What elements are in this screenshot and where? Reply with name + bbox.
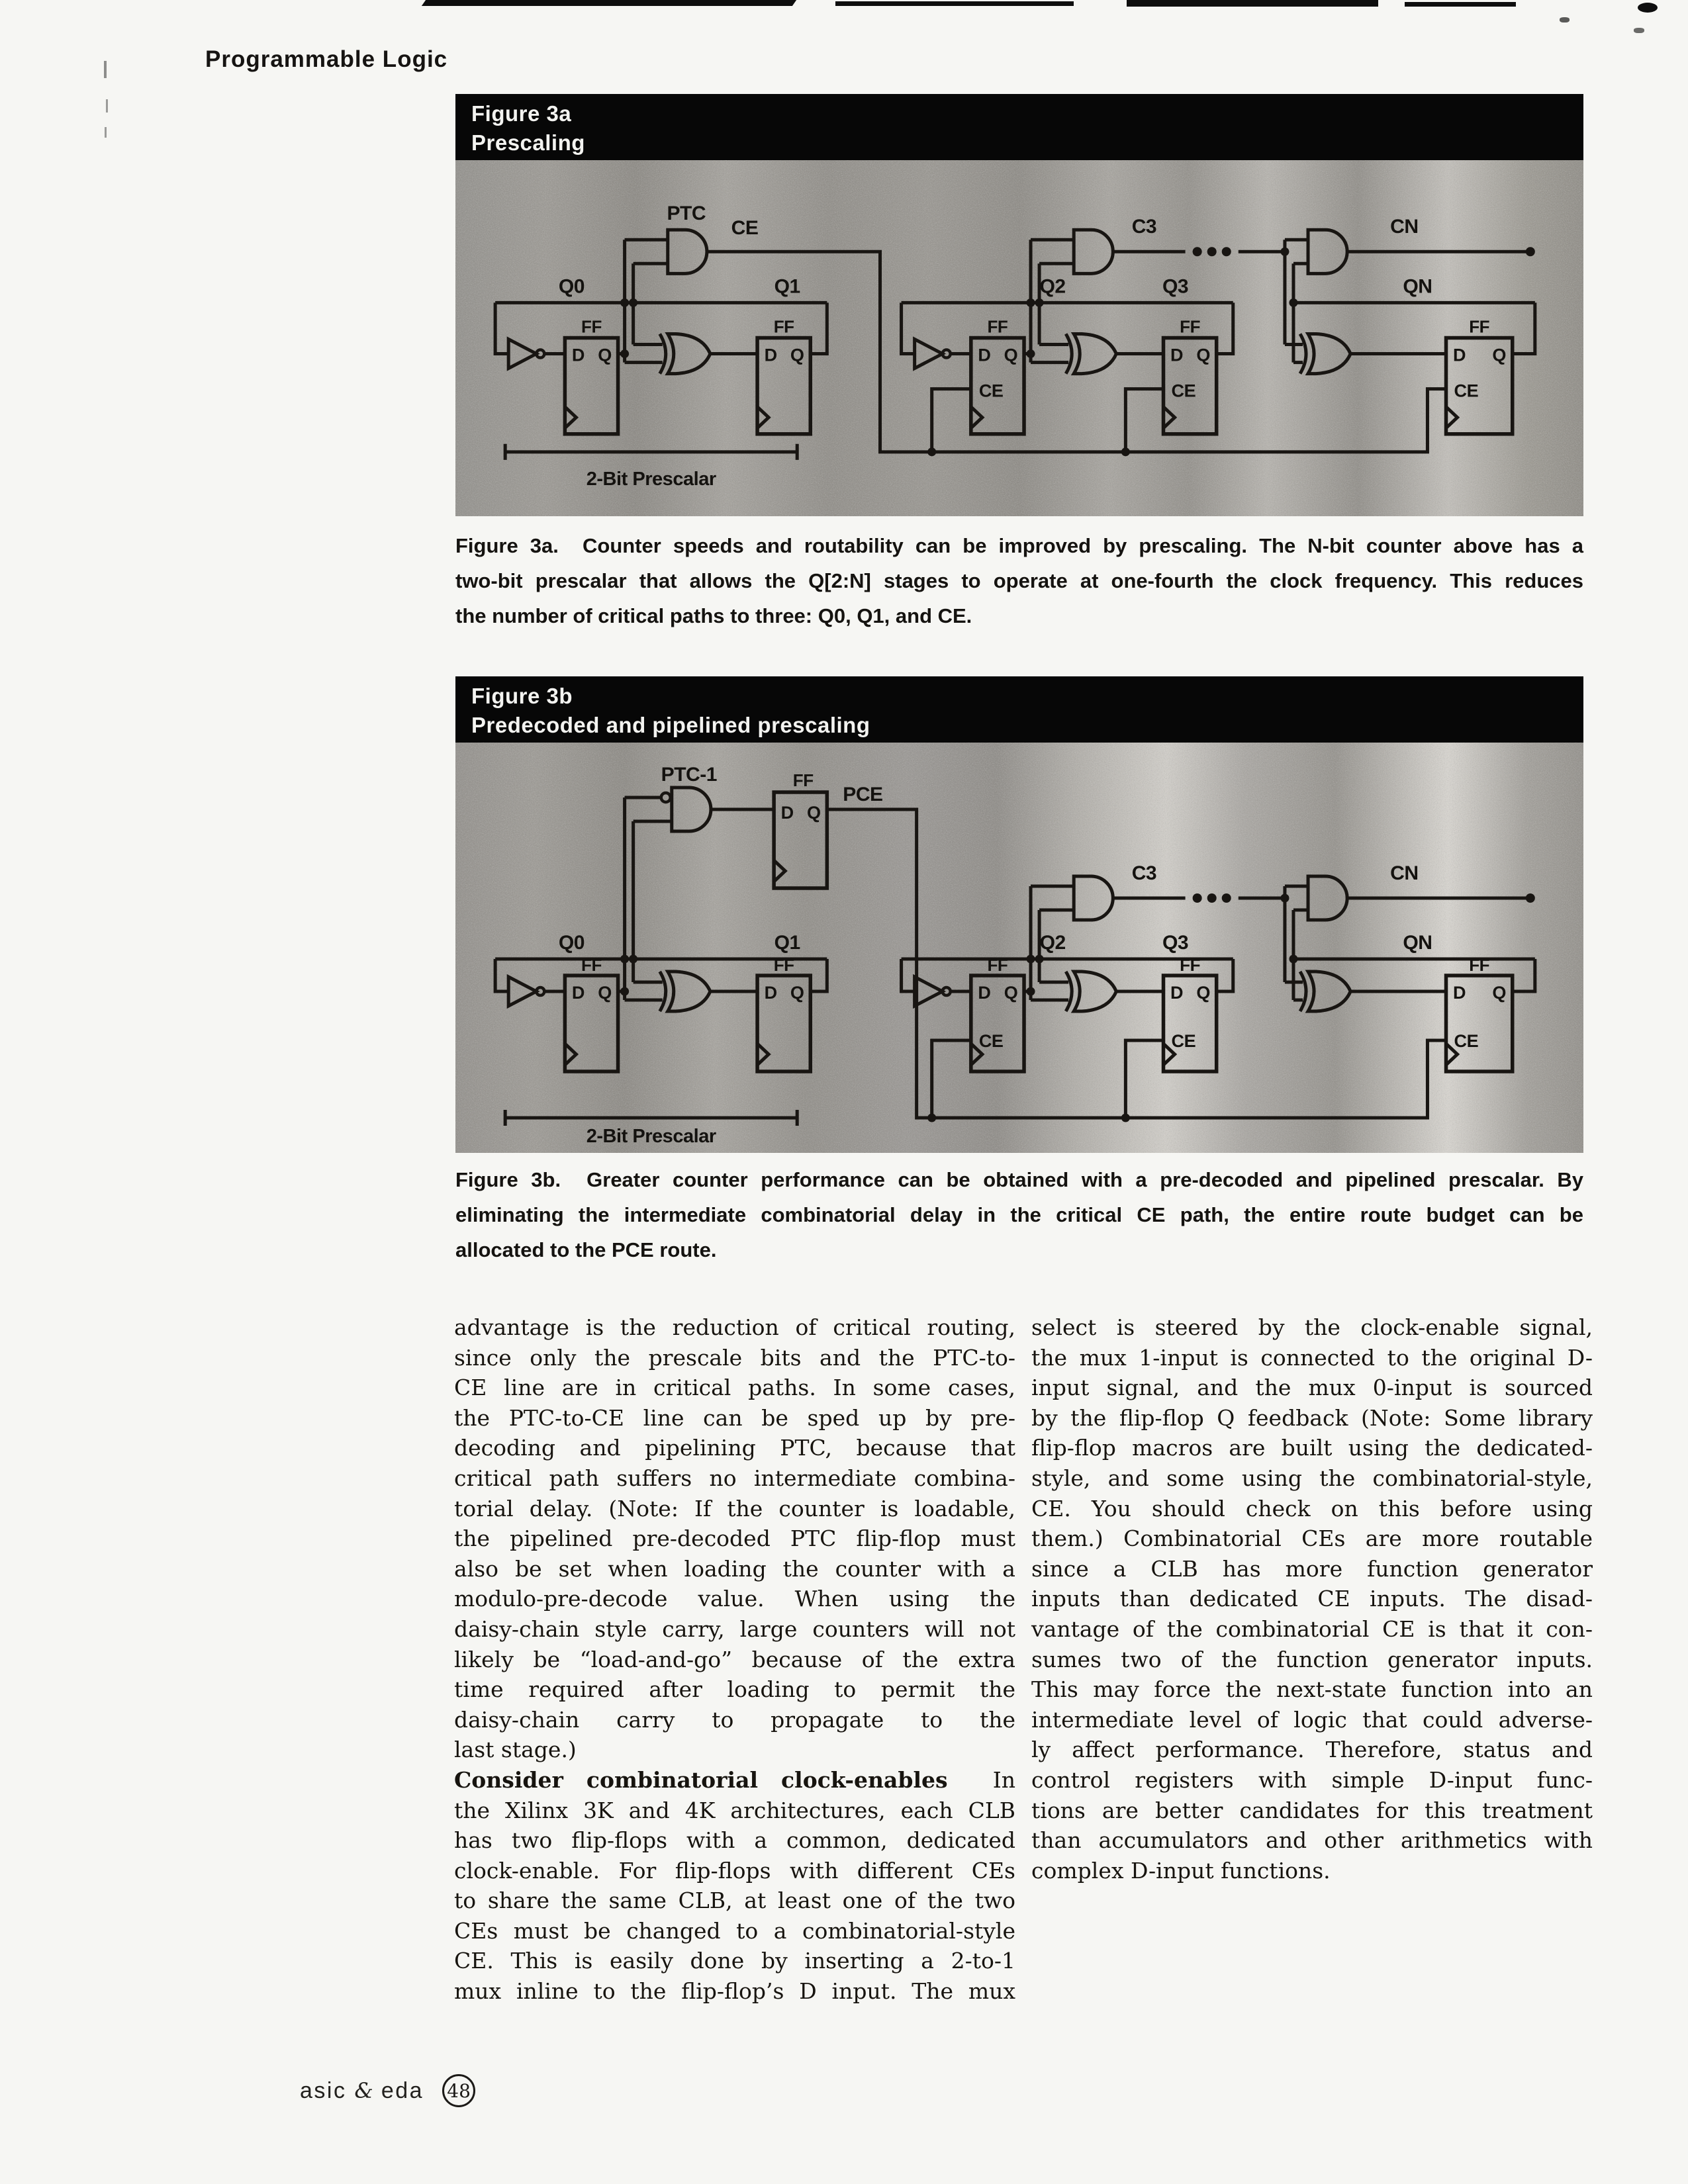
figure-3a-title: Figure 3a [471,101,572,126]
magazine-name [300,2078,424,2104]
pin-d: D [1453,345,1466,365]
scan-artifact [1638,3,1658,13]
pin-q: Q [790,345,804,365]
pin-q: Q [1492,983,1506,1003]
text-line: inputs than dedicated CE inputs. The disad- [1031,1586,1593,1612]
text-line: than accumulators and other arithmetics with [1031,1827,1593,1854]
label-qn: QN [1403,275,1432,298]
text-line: the Xilinx 3K and 4K architectures, each CLB [454,1797,1015,1823]
text-line: Consider combinatorial clock-enables In [454,1766,1015,1793]
label-q0: Q0 [558,932,585,954]
text-line: critical path suffers no intermediate combina- [454,1465,1015,1491]
cn-endpoint [1526,247,1535,256]
text-line: complex D-input functions. [1031,1857,1331,1884]
scan-artifact [104,61,107,78]
scan-artifact [105,127,107,138]
figure-3b-circuit-svg [455,743,1583,1153]
scan-artifact [1560,17,1570,23]
label-ce: CE [731,217,759,240]
figure-3b-diagram [455,743,1583,1153]
pin-d: D [764,345,777,365]
figure-3a-circuit-svg [455,160,1583,516]
body-column-left [454,1312,1015,2007]
figure-3a-subtitle: Prescaling [471,130,585,155]
scan-artifact [835,1,1074,6]
label-ff: FF [1180,316,1201,337]
label-ff: FF [987,316,1008,337]
text-line: the number of critical paths to three: Q0, Q1, and CE. [455,604,972,627]
figure-3b-caption [455,1162,1583,1267]
pin-d: D [978,345,991,365]
text-line: two-bit prescalar that allows the Q[2:N] stages to operate at one-fourth the clock frequency. This reduces [455,569,1583,592]
text-line: allocated to the PCE route. [455,1238,717,1261]
text-line: also be set when loading the counter with a [454,1555,1015,1582]
label-ff: FF [792,770,814,790]
body-column-right [1031,1312,1593,1886]
text-line: time required after loading to permit the [454,1676,1015,1703]
text-line: to share the same CLB, at least one of the two [454,1888,1015,1914]
text-line: torial delay. (Note: If the counter is loadable, [454,1495,1015,1522]
text-line: daisy-chain carry to propagate to the [454,1706,1015,1733]
label-q3: Q3 [1162,932,1189,954]
text-line: mux inline to the flip-flop’s D input. The mux [454,1978,1015,2005]
label-ff: FF [1469,955,1490,975]
label-q0: Q0 [558,275,585,298]
text-line: flip-flop macros are built using the dedicated- [1031,1435,1593,1461]
text-line: CEs must be changed to a combinatorial-style [454,1917,1015,1944]
text-line: Figure 3b. Greater counter performance can be obtained with a pre-decoded and pipelined prescalar. By [455,1168,1583,1191]
label-q1: Q1 [774,275,800,298]
pin-d: D [978,983,991,1003]
label-q2: Q2 [1039,275,1066,298]
figure-3b-panel [455,676,1583,1153]
pin-q: Q [1004,983,1018,1003]
pin-d: D [1170,983,1184,1003]
pin-q: Q [598,983,612,1003]
text-line: eliminating the intermediate combinatorial delay in the critical CE path, the entire route budget can be [455,1203,1583,1226]
text-line: CE. This is easily done by inserting a 2-to-1 [454,1948,1015,1974]
brand-ampersand: & [354,2077,373,2103]
pin-d: D [571,345,585,365]
pin-q: Q [790,983,804,1003]
text-line: control registers with simple D-input func- [1031,1766,1593,1793]
carry-ellipsis-dot [1193,247,1202,256]
pin-ce: CE [978,1031,1004,1051]
text-line: advantage is the reduction of critical routing, [454,1314,1015,1340]
carry-ellipsis-dot [1193,893,1202,903]
pin-q: Q [1004,345,1018,365]
text-line: Figure 3a. Counter speeds and routability can be improved by prescaling. The N-bit counter above has a [455,534,1583,557]
pin-d: D [764,983,777,1003]
pin-ce: CE [978,381,1004,401]
text-line: intermediate level of logic that could adverse- [1031,1706,1593,1733]
text-line: the pipelined pre-decoded PTC flip-flop must [454,1525,1015,1552]
carry-ellipsis-dot [1222,247,1231,256]
text-line: This may force the next-state function into an [1031,1676,1593,1703]
carry-ellipsis-dot [1222,893,1231,903]
figure-3a-titlebar [455,94,1583,160]
running-header: Programmable Logic [205,46,448,72]
scan-artifact [1405,2,1516,7]
label-ff: FF [1180,955,1201,975]
label-q2: Q2 [1039,932,1066,954]
text-line: decoding and pipelining PTC, because that [454,1435,1015,1461]
pin-ce: CE [1171,1031,1196,1051]
brand-pre: asic [300,2077,347,2103]
figure-3a-diagram [455,160,1583,516]
scan-artifact [1127,0,1378,7]
text-line: vantage of the combinatorial CE is that it con- [1031,1615,1593,1642]
pin-d: D [571,983,585,1003]
pin-d: D [1170,345,1184,365]
page-footer [300,2074,475,2107]
text-line: CE line are in critical paths. In some cases, [454,1375,1015,1401]
label-ff: FF [581,316,602,337]
label-qn: QN [1403,932,1432,954]
label-ptc: PTC [667,203,706,225]
cn-endpoint [1526,893,1535,903]
text-line: ly affect performance. Therefore, status and [1031,1737,1593,1763]
label-cn: CN [1390,216,1419,238]
scan-artifact [106,99,108,113]
figure-3a-panel [455,94,1583,516]
label-prescalar: 2-Bit Prescalar [586,1126,716,1147]
text-line: since only the prescale bits and the PTC-to- [454,1344,1015,1371]
pin-d: D [1453,983,1466,1003]
text-line: by the flip-flop Q feedback (Note: Some library [1031,1404,1593,1431]
label-ff: FF [773,316,794,337]
text-line: the mux 1-input is connected to the original D- [1031,1344,1593,1371]
label-prescalar: 2-Bit Prescalar [586,468,716,490]
text-line: since a CLB has more function generator [1031,1555,1593,1582]
text-line: input signal, and the mux 0-input is sourced [1031,1375,1593,1401]
pin-d: D [780,803,794,823]
pin-q: Q [1492,345,1506,365]
pin-ce: CE [1454,381,1479,401]
text-line: last stage.) [454,1737,577,1763]
pin-q: Q [807,803,821,823]
figure-3b-titlebar [455,676,1583,743]
carry-ellipsis-dot [1207,247,1217,256]
text-line: select is steered by the clock-enable signal, [1031,1314,1593,1340]
carry-ellipsis-dot [1207,893,1217,903]
scan-artifact [1634,28,1644,33]
pin-q: Q [1196,983,1210,1003]
label-c3: C3 [1131,862,1157,884]
text-line: tions are better candidates for this treatment [1031,1797,1593,1823]
text-line: the PTC-to-CE line can be sped up by pre- [454,1404,1015,1431]
label-c3: C3 [1131,216,1157,238]
label-cn: CN [1390,862,1419,884]
text-line: modulo-pre-decode value. When using the [454,1586,1015,1612]
label-ptc1: PTC-1 [661,764,717,786]
pin-q: Q [1196,345,1210,365]
figure-3b-subtitle: Predecoded and pipelined prescaling [471,713,870,737]
figure-3a-caption [455,528,1583,633]
pin-ce: CE [1454,1031,1479,1051]
text-line: daisy-chain style carry, large counters will not [454,1615,1015,1642]
label-q1: Q1 [774,932,800,954]
label-ff: FF [987,955,1008,975]
label-ff: FF [1469,316,1490,337]
page-number-badge: 48 [442,2074,475,2107]
pin-ce: CE [1171,381,1196,401]
label-q3: Q3 [1162,275,1189,298]
pin-q: Q [598,345,612,365]
text-line: style, and some using the combinatorial-style, [1031,1465,1593,1491]
figure-3b-title: Figure 3b [471,684,573,708]
text-line: has two flip-flops with a common, dedicated [454,1827,1015,1854]
brand-post: eda [381,2077,424,2103]
text-line: clock-enable. For flip-flops with different CEs [454,1857,1015,1884]
text-line: them.) Combinatorial CEs are more routable [1031,1525,1593,1552]
label-ff: FF [581,955,602,975]
label-ff: FF [773,955,794,975]
text-line: likely be “load-and-go” because of the extra [454,1646,1015,1672]
text-line: CE. You should check on this before using [1031,1495,1593,1522]
label-pce: PCE [843,784,883,805]
text-line: sumes two of the function generator inputs. [1031,1646,1593,1672]
scan-artifact [422,0,796,6]
